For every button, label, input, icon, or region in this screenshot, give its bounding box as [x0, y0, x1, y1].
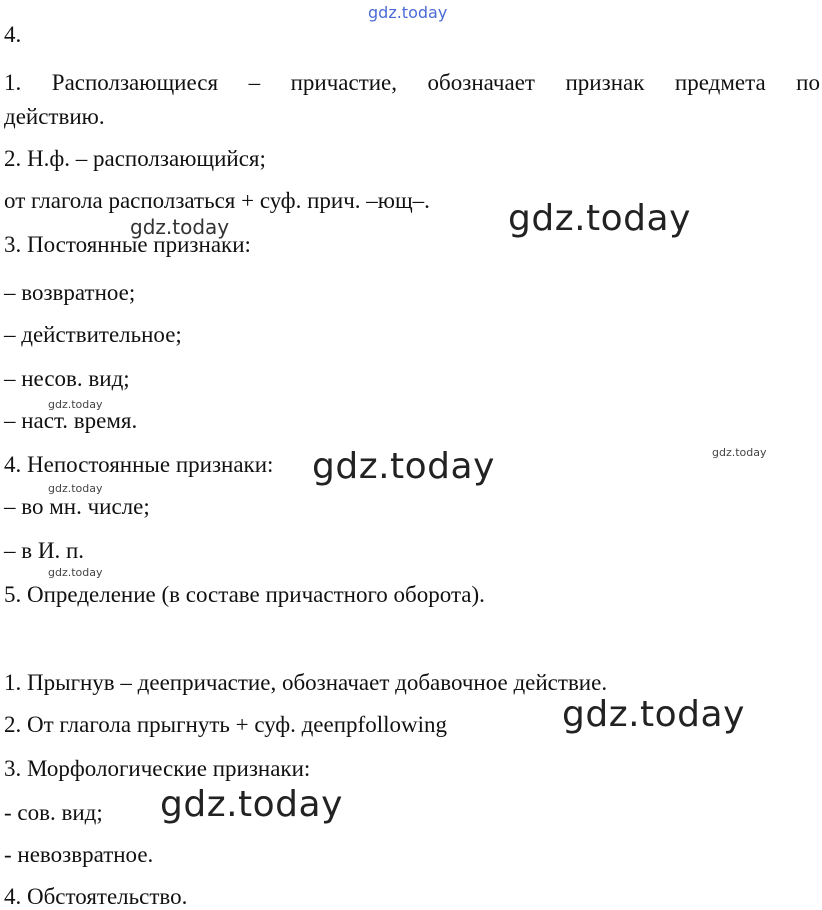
participle-item-1: 1. Расползающиеся – причастие, обозначает признак предмета по [4, 70, 820, 95]
watermark-large-2: gdz.today [312, 446, 495, 487]
feature-tense: – наст. время. [4, 408, 138, 433]
watermark-large-1: gdz.today [508, 198, 691, 239]
watermark-large-4: gdz.today [160, 784, 343, 825]
feature-number: – во мн. числе; [4, 494, 150, 519]
watermark-small-2: gdz.today [48, 482, 103, 495]
gerund-item-3: 3. Морфологические признаки: [4, 756, 311, 781]
participle-item-5: 5. Определение (в составе причастного оборота). [4, 582, 485, 607]
gerund-item-1: 1. Прыгнув – деепричастие, обозначает добавочное действие. [4, 670, 608, 695]
watermark-small-1: gdz.today [48, 398, 103, 411]
participle-origin: от глагола расползаться + суф. прич. –ющ–. [4, 188, 430, 213]
task-number: 4. [4, 22, 22, 47]
watermark-top: gdz.today [368, 3, 448, 22]
participle-item-1-cont: действию. [4, 104, 105, 129]
watermark-mid-left: gdz.today [130, 215, 230, 239]
feature-case: – в И. п. [4, 538, 85, 563]
participle-item-3: 3. Постоянные признаки: [4, 232, 251, 257]
participle-item-4: 4. Непостоянные признаки: [4, 452, 274, 477]
watermark-small-right: gdz.today [712, 446, 767, 459]
feature-reflexive: – возвратное; [4, 280, 136, 305]
gerund-item-4: 4. Обстоятельство. [4, 884, 188, 909]
feature-active: – действительное; [4, 322, 182, 347]
feature-aspect: – несов. вид; [4, 366, 130, 391]
participle-item-2: 2. Н.ф. – расползающийся; [4, 146, 266, 171]
gerund-item-2: 2. От глагола прыгнуть + суф. деепрfollowing [4, 712, 447, 737]
watermark-small-3: gdz.today [48, 566, 103, 579]
gerund-feature-aspect: - сов. вид; [4, 800, 103, 825]
gerund-feature-reflexive: - невозвратное. [4, 842, 154, 867]
watermark-large-3: gdz.today [562, 694, 745, 735]
